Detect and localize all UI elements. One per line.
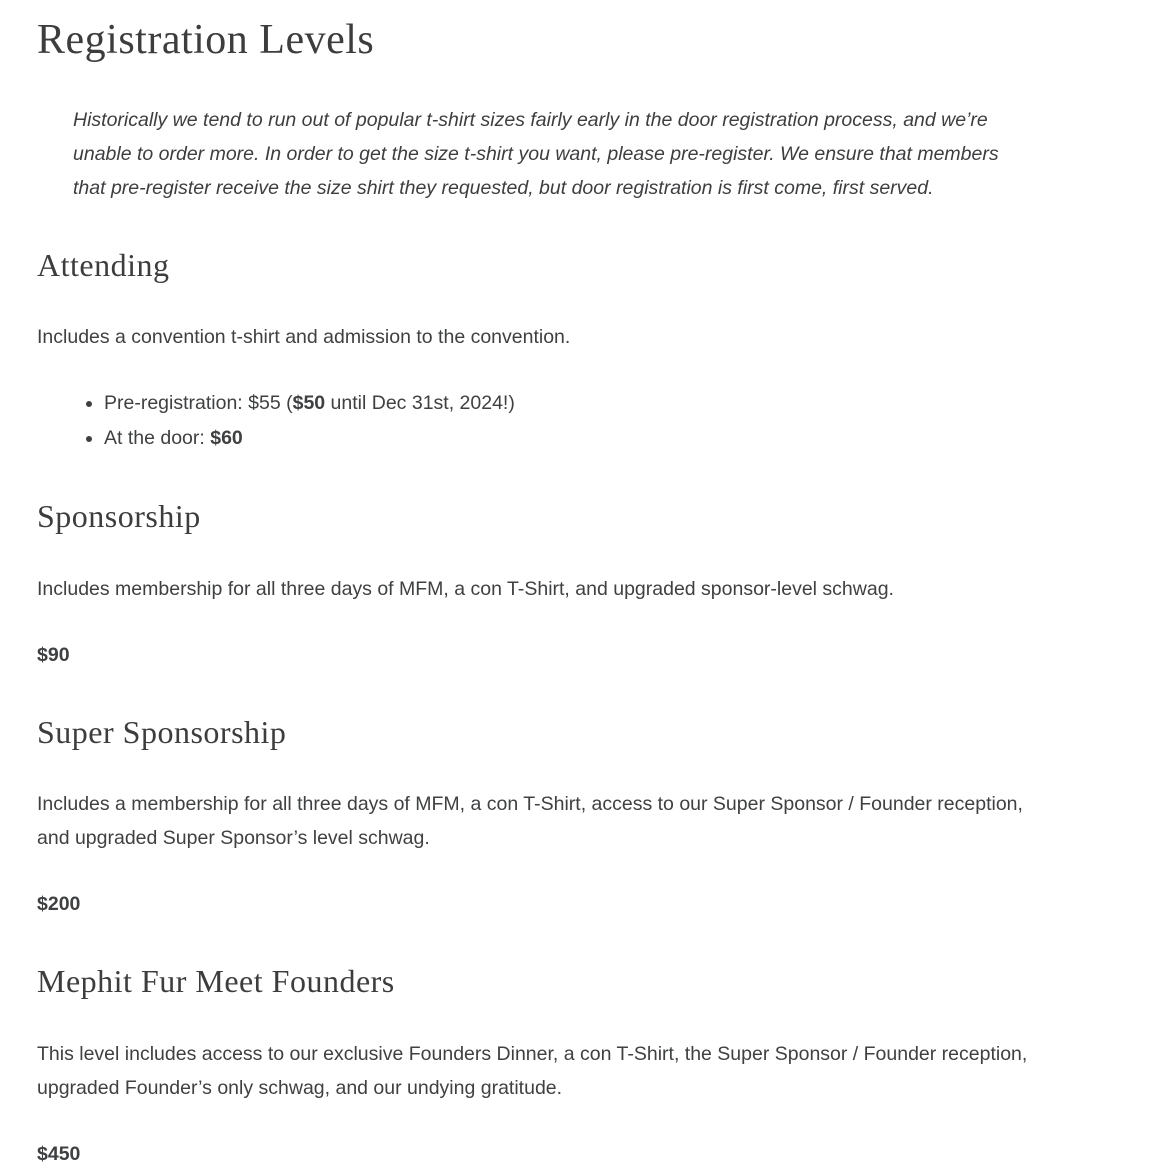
founders-price: $450	[37, 1142, 81, 1165]
founders-description: This level includes access to our exclusive Founders Dinner, a con T-Shirt, the Super Sponsor / Founder reception, upgraded Founder’s only schwag, and our undying gratitude.	[37, 1042, 1028, 1099]
sponsorship-price: $90	[37, 643, 70, 666]
super-sponsorship-description: Includes a membership for all three days of MFM, a con T-Shirt, access to our Super Sponsor / Founder reception, and upgraded Super Sponsor’s level schwag.	[37, 793, 1023, 850]
sponsorship-description: Includes membership for all three days of MFM, a con T-Shirt, and upgraded sponsor-level schwag.	[37, 577, 894, 600]
intro-paragraph: Historically we tend to run out of popular t-shirt sizes fairly early in the door registration process, and we’re unable to order more. In order to get the size t-shirt you want, please pre-register. We ensure that members that pre-register receive the size shirt they requested, but door registration is first come, first served.	[73, 108, 999, 199]
preregistration-early-price: $50	[292, 392, 326, 415]
section-heading-super-sponsorship: Super Sponsorship	[37, 713, 287, 750]
attending-description: Includes a convention t-shirt and admission to the convention.	[37, 326, 571, 349]
page-title: Registration Levels	[37, 17, 375, 63]
section-heading-sponsorship: Sponsorship	[37, 498, 201, 535]
at-the-door-price: $60	[210, 427, 243, 450]
preregistration-deadline-text: until Dec 31st, 2024!)	[325, 392, 515, 415]
section-heading-attending: Attending	[37, 246, 170, 283]
at-the-door-text: At the door:	[104, 427, 211, 450]
list-item-preregistration	[104, 386, 1030, 421]
attending-pricing-list	[37, 386, 1030, 456]
list-item-at-the-door	[104, 421, 1030, 456]
preregistration-text: Pre-registration: $55 (	[104, 392, 293, 415]
section-heading-founders: Mephit Fur Meet Founders	[37, 963, 395, 1000]
super-sponsorship-price: $200	[37, 893, 81, 916]
